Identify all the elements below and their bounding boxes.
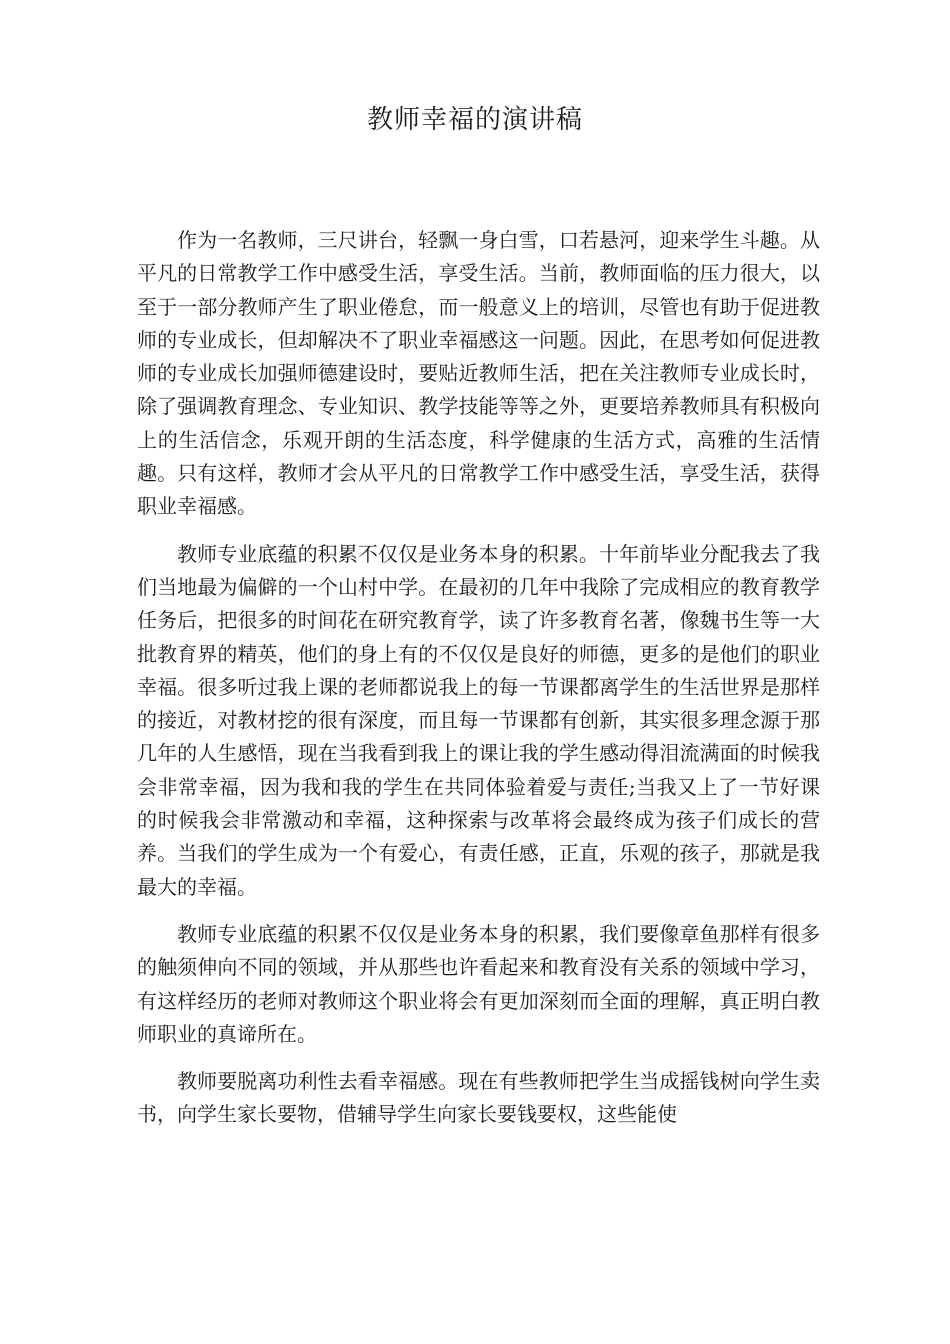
paragraph: 作为一名教师，三尺讲台，轻飘一身白雪，口若悬河，迎来学生斗趣。从平凡的日常教学工作中感受生活，享受生活。当前，教师面临的压力很大，以至于一部分教师产生了职业倦怠，而一般意义上的培训，尽管也有助于促进教师的专业成长，但却解决不了职业幸福感这一问题。因此，在思考如何促进教师的专业成长加强师德建设时，要贴近教师生活，把在关注教师专业成长时，除了强调教育理念、专业知识、教学技能等等之外，更要培养教师具有积极向上的生活信念，乐观开朗的生活态度，科学健康的生活方式，高雅的生活情趣。只有这样，教师才会从平凡的日常教学工作中感受生活，享受生活，获得职业幸福感。 [137,228,820,519]
paragraph: 教师专业底蕴的积累不仅仅是业务本身的积累，我们要像章鱼那样有很多的触须伸向不同的领域，并从那些也许看起来和教育没有关系的领域中学习，有这样经历的老师对教师这个职业将会有更加深刻而全面的理解，真正明白教师职业的真谛所在。 [137,921,820,1046]
document-body [137,224,820,1146]
paragraph: 教师专业底蕴的积累不仅仅是业务本身的积累。十年前毕业分配我去了我们当地最为偏僻的一个山村中学。在最初的几年中我除了完成相应的教育教学任务后，把很多的时间花在研究教育学，读了许多教育名著，像魏书生等一大批教育界的精英，他们的身上有的不仅仅是良好的师德，更多的是他们的职业幸福。很多听过我上课的老师都说我上的每一节课都离学生的生活世界是那样的接近，对教材挖的很有深度，而且每一节课都有创新，其实很多理念源于那几年的人生感悟，现在当我看到我上的课让我的学生感动得泪流满面的时候我会非常幸福，因为我和我的学生在共同体验着爱与责任;当我又上了一节好课的时候我会非常激动和幸福，这种探索与改革将会最终成为孩子们成长的营养。当我们的学生成为一个有爱心，有责任感，正直，乐观的孩子，那就是我最大的幸福。 [137,541,820,899]
document-title: 教师幸福的演讲稿 [366,105,583,135]
paragraph: 教师要脱离功利性去看幸福感。现在有些教师把学生当成摇钱树向学生卖书，向学生家长要物，借辅导学生向家长要钱要权，这些能使 [137,1069,820,1127]
